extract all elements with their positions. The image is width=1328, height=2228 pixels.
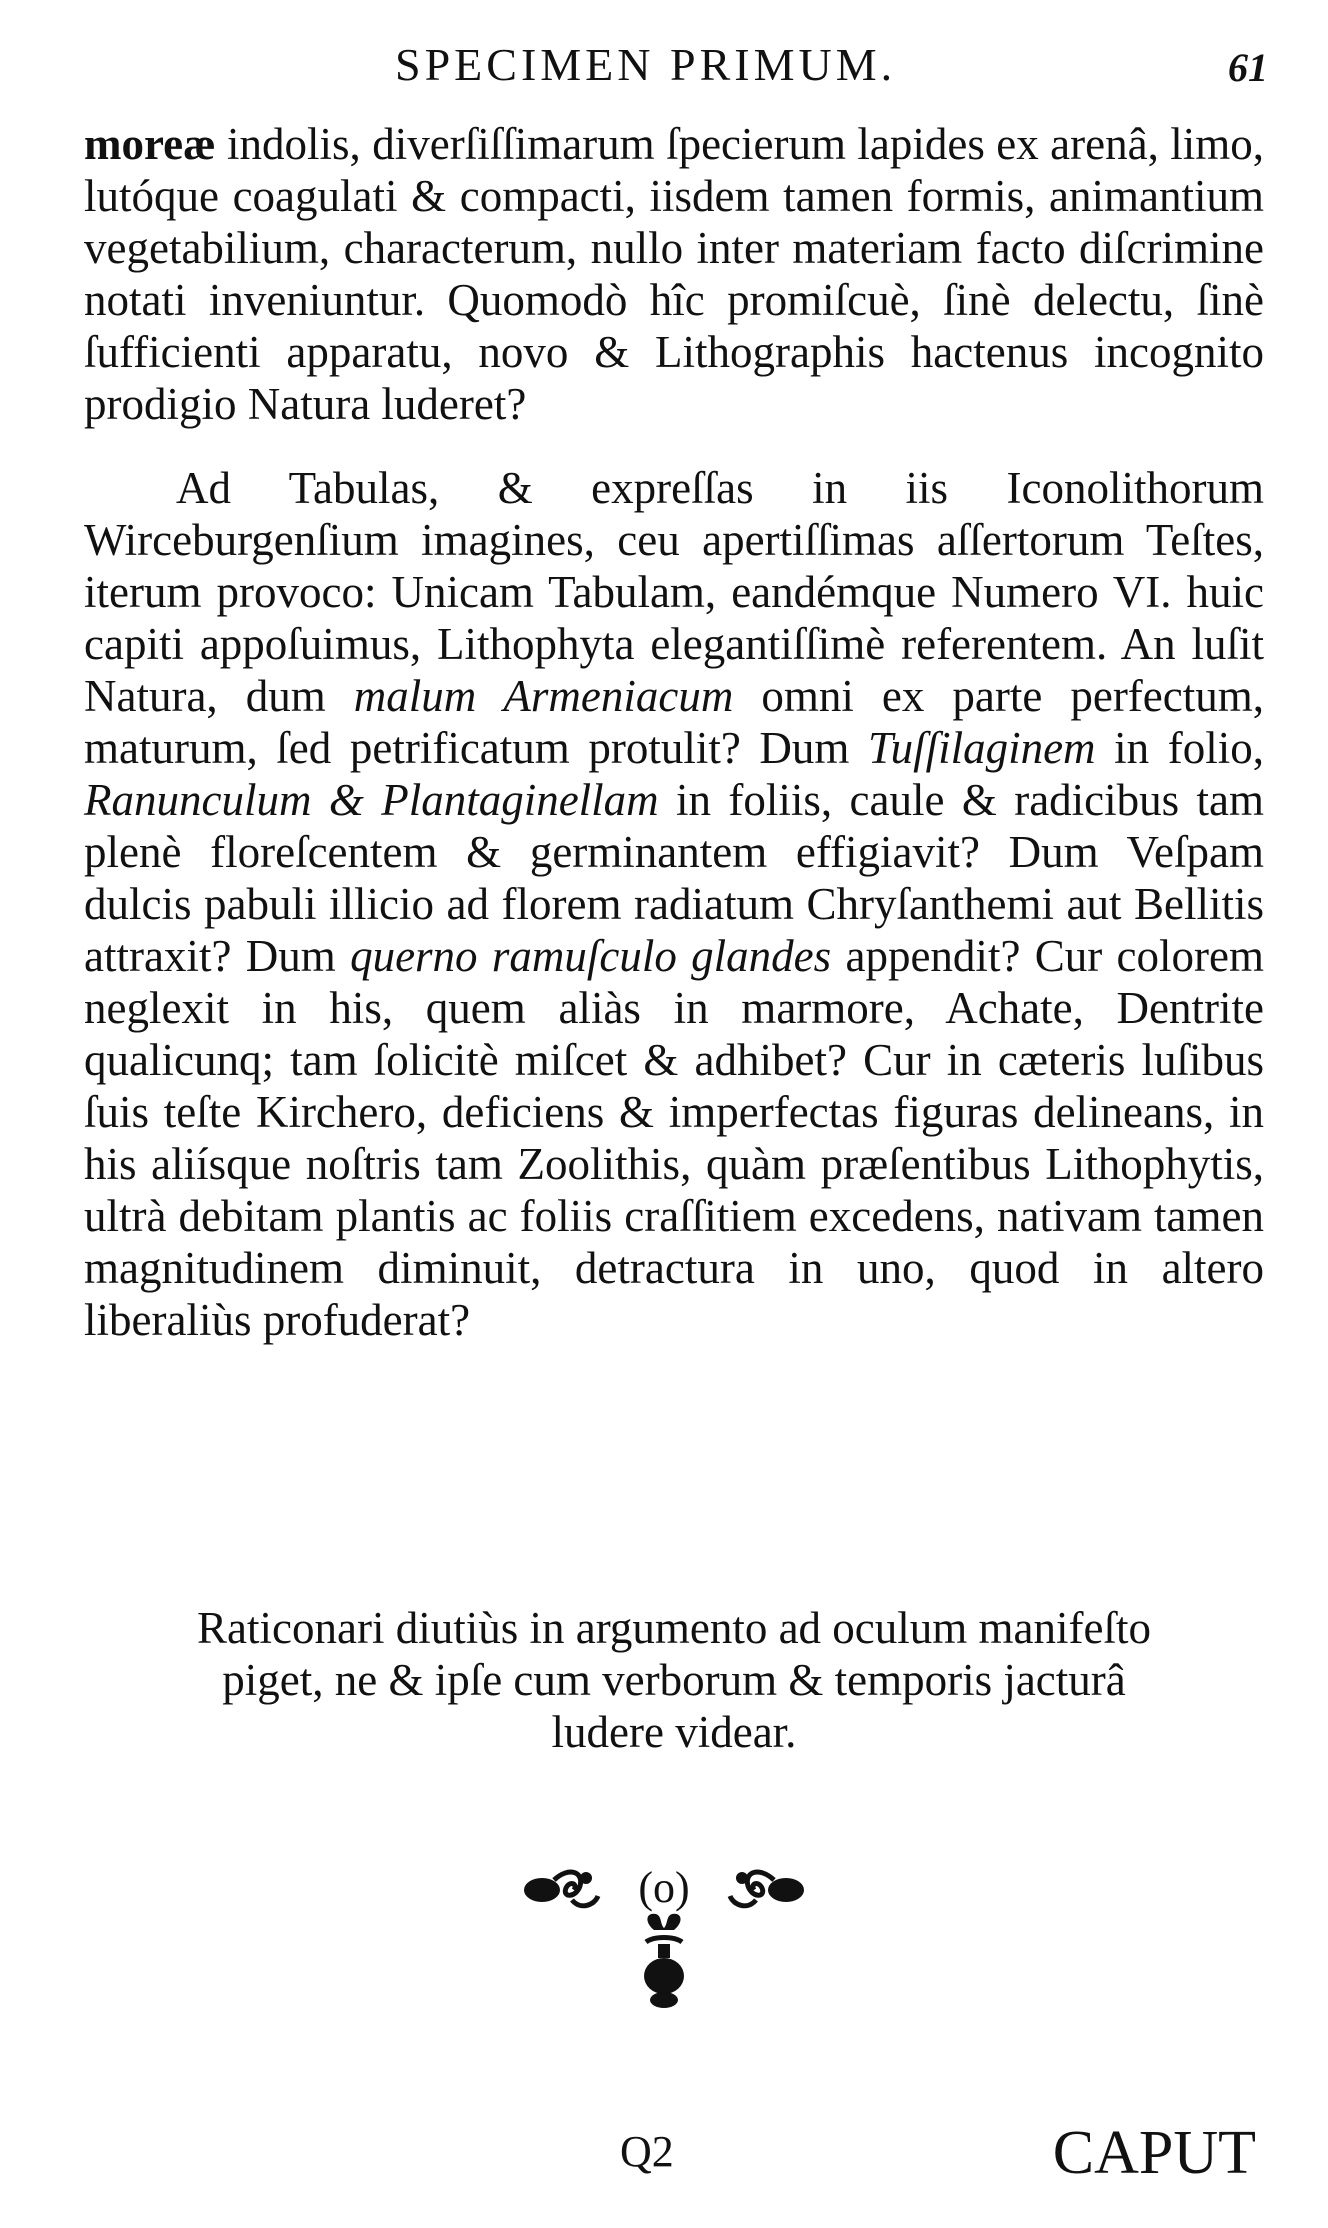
body-text — [84, 118, 1264, 1346]
page-title: SPECIMEN PRIMUM. — [395, 39, 897, 90]
italic-term: Ranunculum & Plantaginellam — [84, 775, 659, 825]
ornament-center: (o) — [638, 1863, 690, 1912]
paragraph-text: in foliis, caule & radicibus tam plenè floreſcentem & germinantem effigiavit? Dum Veſpam dulcis pabuli illicio ad florem radiatum Chryſanthemi aut Bellitis attraxit? Dum — [84, 775, 1265, 981]
italic-term: querno ramuſculo glandes — [350, 931, 832, 981]
paragraph-text: Ad Tabulas, & expreſſas in iis Iconolithorum Wirceburgenſium imagines, ceu apertiſſimas aſſertorum Teſtes, iterum provoco: Unicam Tabulam, eandémque Numero VI. huic capiti appoſuimus, Lithophyta elegantiſſimè referentem. An luſit Natura, dum — [84, 463, 1264, 721]
page-number: 61 — [1228, 45, 1268, 90]
catchword: CAPUT — [1052, 2119, 1256, 2187]
closing-paragraph — [84, 1602, 1264, 1758]
page-footer — [0, 2118, 1328, 2198]
paragraph-text: appendit? Cur colorem neglexit in his, quem aliàs in marmore, Achate, Dentrite qualicunq; tam ſolicitè miſcet & adhibet? Cur in cæteris luſibus ſuis teſte Kirchero, deficiens & imperfectas figuras delineans, in his aliísque noſtris tam Zoolithis, quàm præſentibus Lithophytis, ultrà debitam plantis ac foliis craſſitiem excedens, nativam tamen magnitudinem diminuit, detractura in uno, quod in altero liberaliùs profuderat? — [84, 931, 1264, 1345]
first-word: moreæ — [84, 119, 216, 169]
paragraph-text: indolis, diverſiſſimarum ſpecierum lapides ex arenâ, limo, lutóque coagulati & compacti, iisdem tamen formis, animantium vegetabilium, characterum, nullo inter materiam facto diſcrimine notati inveniuntur. Quomodò hîc promiſcuè, ſinè delectu, ſinè ſufficienti apparatu, novo & Lithographis hactenus incognito prodigio Natura luderet? — [84, 119, 1264, 429]
italic-term: Tuſſilaginem — [868, 723, 1096, 773]
paragraph-continued — [84, 118, 1264, 430]
floral-tailpiece-icon — [514, 1858, 814, 2018]
italic-term: malum Armeniacum — [353, 671, 734, 721]
closing-line: Raticonari diutiùs in argumento ad oculum manifeſto — [197, 1603, 1151, 1653]
paragraph-tabulas — [84, 462, 1264, 1346]
closing-line: piget, ne & ipſe cum verborum & temporis jacturâ — [222, 1655, 1126, 1705]
running-head — [0, 38, 1328, 98]
closing-line: ludere videar. — [551, 1707, 797, 1757]
signature-mark: Q2 — [620, 2127, 674, 2176]
paragraph-text: in folio, — [1095, 723, 1264, 773]
paragraph-text: omni ex parte perfectum, maturum, ſed petrificatum protulit? Dum — [84, 671, 1264, 773]
